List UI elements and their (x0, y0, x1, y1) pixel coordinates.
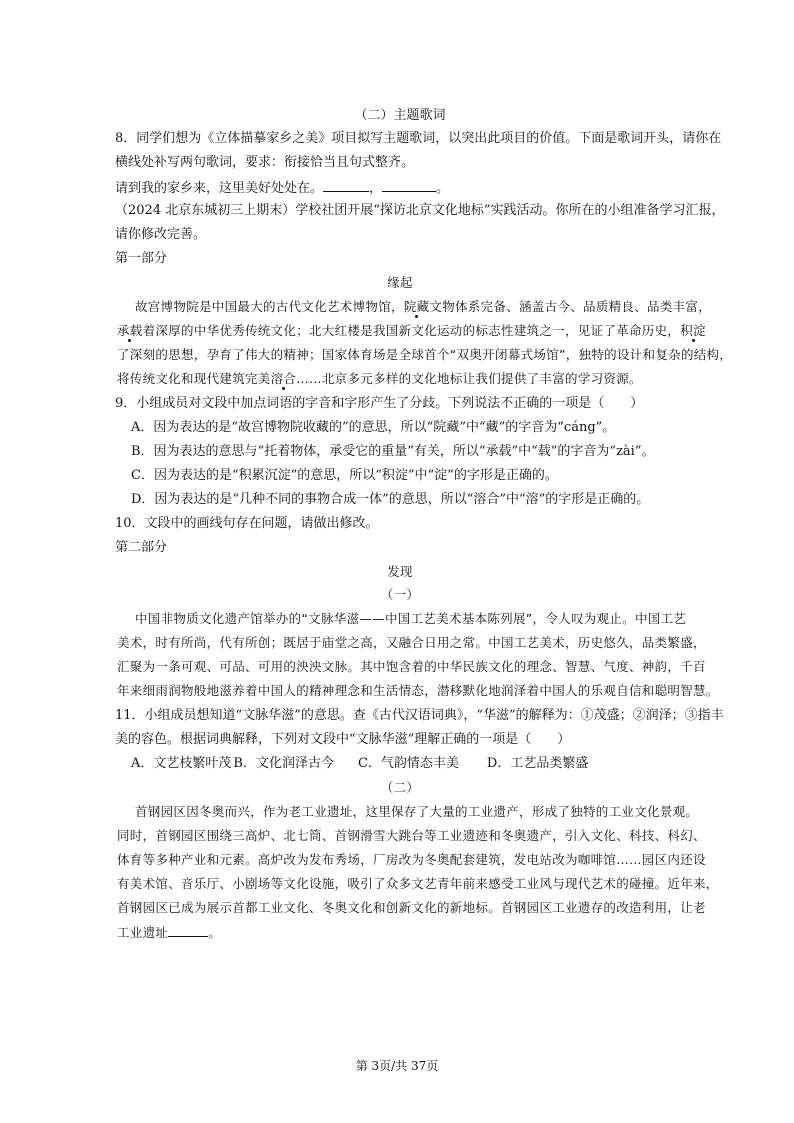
answer-blank-3[interactable] (168, 922, 208, 937)
question-9-option-b[interactable]: B．因为表达的意思与“托着物体，承受它的重量”有关，所以“承载”中“载”的字音为“zài”。 (131, 444, 655, 459)
answer-blank-2[interactable] (382, 177, 436, 192)
question-9-option-a[interactable]: A．因为表达的是“故宫博物院收藏的”的意思，所以“院藏”中“藏”的字音为“cáng”。 (131, 420, 616, 435)
passage-2-line-4: 年来细雨润物般地滋养着中国人的精神理念和生活情态，潜移默化地润泽着中国人的乐观自信和聪明智慧。 (117, 683, 719, 698)
section-title-theme-lyrics: （二）主题歌词 (354, 108, 446, 123)
part-1-heading: 缘起 (387, 275, 413, 290)
question-8-line-2: 横线处补写两句歌词，要求：衔接恰当且句式整齐。 (115, 155, 415, 170)
passage-1-line-3: 了深刻的思想，孕育了伟大的精神；国家体育场是全球首个“双奥开闭幕式场馆”，独特的设计和复杂的结构， (117, 347, 733, 362)
passage-2-line-2: 美术，时有所尚，代有所创；既居于庙堂之高，又融合日用之常。中国工艺美术，历史悠久，品类繁盛， (117, 635, 706, 650)
dotted-word-yuancang: 院藏 (403, 299, 430, 314)
question-9-stem: 9．小组成员对文段中加点词语的字音和字形产生了分歧。下列说法不正确的一项是（ ） (115, 396, 644, 411)
question-11-option-b[interactable]: B．文化润泽古今 (233, 756, 334, 771)
question-11-option-a[interactable]: A．文艺枝繁叶茂 (131, 756, 232, 771)
passage-3-line-4: 有美术馆、音乐厅、小剧场等文化设施，吸引了众多文艺青年前来感受工业风与现代艺术的碰撞。近年来， (117, 876, 719, 891)
passage-3-line-2: 同时，首钢园区围绕三高炉、北七筒、首钢滑雪大跳台等工业遗迹和冬奥遗产，引入文化、科技、科幻、 (117, 828, 706, 843)
page-number-footer: 第 3页/共 37页 (355, 1059, 439, 1073)
part-2-label: 第二部分 (115, 540, 168, 555)
dotted-word-ronghe: 溶合 (270, 371, 297, 386)
question-8-line-1: 8．同学们想为《立体描摹家乡之美》项目拟写主题歌词，以突出此项目的价值。下面是歌词开头，请你在 (115, 131, 722, 146)
passage-3-line-1: 首钢园区因冬奥而兴，作为老工业遗址，这里保存了大量的工业遗产，形成了独特的工业文化景观。 (135, 804, 699, 819)
passage-2-line-1: 中国非物质文化遗产馆举办的“文脉华滋——中国工艺美术基本陈列展”，令人叹为观止。中国工艺 (135, 611, 687, 626)
passage-1-line-2: 承载着深厚的中华优秀传统文化；北大红楼是我国新文化运动的标志性建筑之一，见证了革命历史，积淀 (117, 323, 706, 338)
passage-2-line-3: 汇聚为一条可观、可品、可用的泱泱文脉。其中饱含着的中华民族文化的理念、智慧、气度、神韵，千百 (117, 659, 706, 674)
part-1-label: 第一部分 (115, 251, 168, 266)
question-10-stem: 10．文段中的画线句存在问题，请做出修改。 (115, 516, 379, 531)
part-2-subheading-2: （二） (380, 780, 420, 795)
question-11-option-c[interactable]: C．气韵情态丰美 (357, 756, 459, 771)
passage-3-line-3: 体育等多种产业和元素。高炉改为发布秀场，厂房改为冬奥配套建筑，发电站改为咖啡馆……园区内还设 (117, 852, 706, 867)
question-11-option-d[interactable]: D．工艺品类繁盛 (486, 756, 589, 771)
passage-1-line-4: 将传统文化和现代建筑完美溶合……北京多元多样的文化地标让我们提供了丰富的学习资源。 (117, 371, 642, 386)
activity-intro-line-1: （2024 北京东城初三上期末）学校社团开展“探访北京文化地标”实践活动。你所在的小组准备学习汇报， (115, 203, 725, 218)
question-11-line-1: 11．小组成员想知道“文脉华滋”的意思。查《古代汉语词典》，“华滋”的解释为：①茂盛；②润泽；③指丰 (115, 708, 724, 723)
dotted-word-jidian: 积淀 (680, 323, 706, 338)
question-11-options (131, 754, 701, 774)
lyrics-opening: 请到我的家乡来，这里美好处处在。 (115, 181, 324, 196)
activity-intro-line-2: 请你修改完善。 (115, 227, 207, 242)
passage-3-line-5: 首钢园区已成为展示首都工业文化、冬奥文化和创新文化的新地标。首钢园区工业遗存的改造利用，让老 (117, 900, 706, 915)
part-2-subheading-1: （一） (380, 587, 420, 602)
question-11-line-2: 美的容色。根据词典解释，下列对文段中“文脉华滋”理解正确的一项是（ ） (115, 732, 571, 747)
question-8-line-3: 请到我的家乡来，这里美好处处在。 ， 。 (115, 177, 685, 199)
passage-3-line-6: 工业遗址 。 (117, 922, 687, 943)
dotted-word-chengzai: 承载 (117, 323, 143, 338)
part-2-heading: 发现 (387, 564, 413, 579)
question-9-option-d[interactable]: D．因为表达的是“几种不同的事物合成一体”的意思，所以“溶合”中“溶”的字形是正确的。 (131, 492, 650, 507)
answer-blank-1[interactable] (323, 177, 369, 192)
passage-1-line-1: 故宫博物院是中国最大的古代文化艺术博物馆，院藏文物体系完备、涵盖古今、品质精良、品类丰富， (135, 299, 712, 314)
question-9-option-c[interactable]: C．因为表达的是“积累沉淀”的意思，所以“积淀”中“淀”的字形是正确的。 (131, 468, 558, 483)
